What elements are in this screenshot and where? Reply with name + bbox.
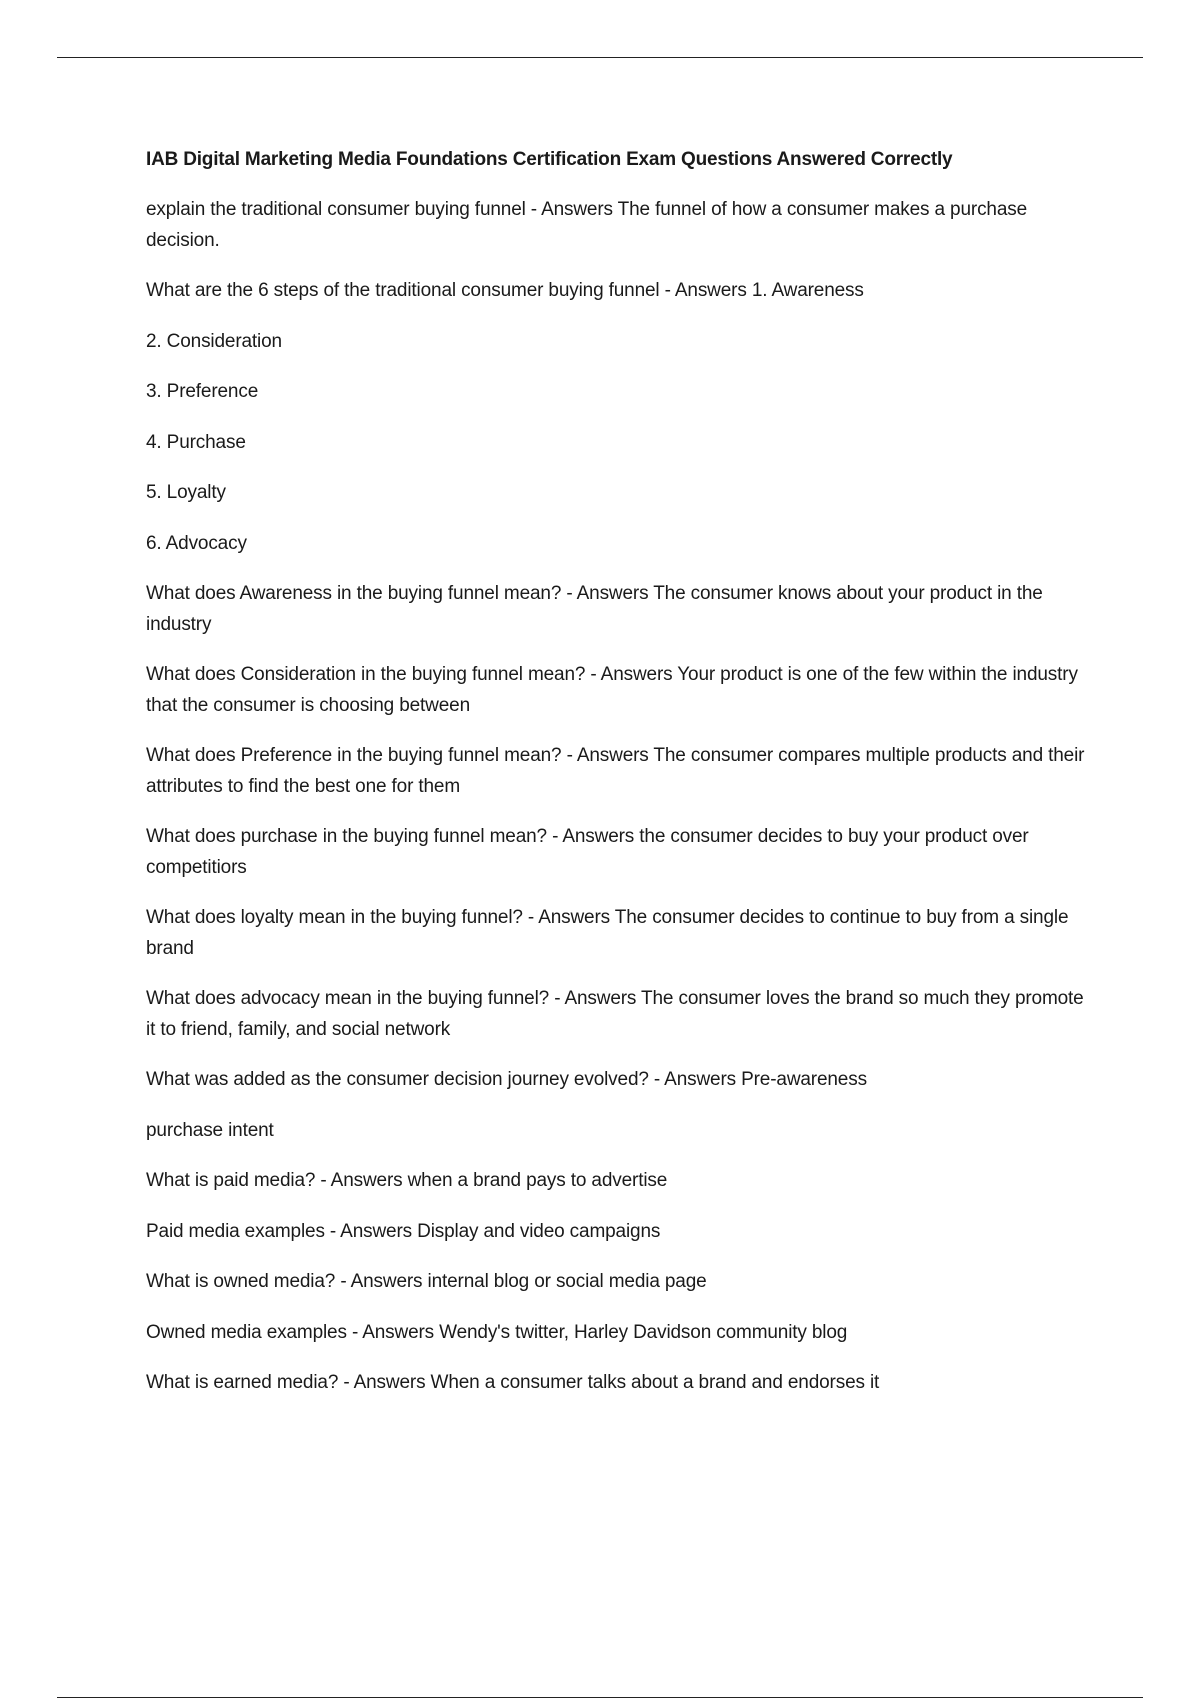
funnel-step: 4. Purchase xyxy=(146,431,246,453)
bottom-divider xyxy=(57,1697,1143,1698)
qa-paragraph: Paid media examples - Answers Display and video campaigns xyxy=(146,1220,661,1242)
document-title: IAB Digital Marketing Media Foundations Certification Exam Questions Answered Correctly xyxy=(146,149,953,170)
qa-paragraph: What is owned media? - Answers internal blog or social media page xyxy=(146,1271,707,1292)
qa-paragraph: What is paid media? - Answers when a brand pays to advertise xyxy=(146,1170,668,1191)
qa-paragraph: purchase intent xyxy=(146,1119,274,1141)
qa-paragraph: What does Preference in the buying funnel mean? - Answers The consumer compares multiple products and their attributes to find the best one for them xyxy=(146,745,1085,797)
qa-paragraph: What does Consideration in the buying funnel mean? - Answers Your product is one of the few within the industry that the consumer is choosing between xyxy=(146,664,1078,716)
qa-paragraph: What does purchase in the buying funnel mean? - Answers the consumer decides to buy your product over competitiors xyxy=(146,826,1029,878)
funnel-step: 5. Loyalty xyxy=(146,482,226,503)
qa-paragraph: What does loyalty mean in the buying funnel? - Answers The consumer decides to continue to buy from a single brand xyxy=(146,907,1069,959)
qa-paragraph: What does Awareness in the buying funnel mean? - Answers The consumer knows about your product in the industry xyxy=(146,583,1043,635)
qa-paragraph: explain the traditional consumer buying funnel - Answers The funnel of how a consumer makes a purchase decision. xyxy=(146,199,1028,251)
funnel-step: 3. Preference xyxy=(146,381,259,402)
qa-paragraph: What is earned media? - Answers When a consumer talks about a brand and endorses it xyxy=(146,1372,880,1393)
document-body xyxy=(146,145,1096,1419)
qa-paragraph: Owned media examples - Answers Wendy's twitter, Harley Davidson community blog xyxy=(146,1321,848,1343)
top-divider xyxy=(57,57,1143,58)
funnel-step: 6. Advocacy xyxy=(146,532,247,554)
funnel-step: 2. Consideration xyxy=(146,330,282,352)
qa-paragraph: What does advocacy mean in the buying funnel? - Answers The consumer loves the brand so much they promote it to friend, family, and social network xyxy=(146,988,1084,1040)
qa-paragraph: What was added as the consumer decision journey evolved? - Answers Pre-awareness xyxy=(146,1069,867,1090)
qa-paragraph: What are the 6 steps of the traditional consumer buying funnel - Answers 1. Awareness xyxy=(146,280,864,301)
